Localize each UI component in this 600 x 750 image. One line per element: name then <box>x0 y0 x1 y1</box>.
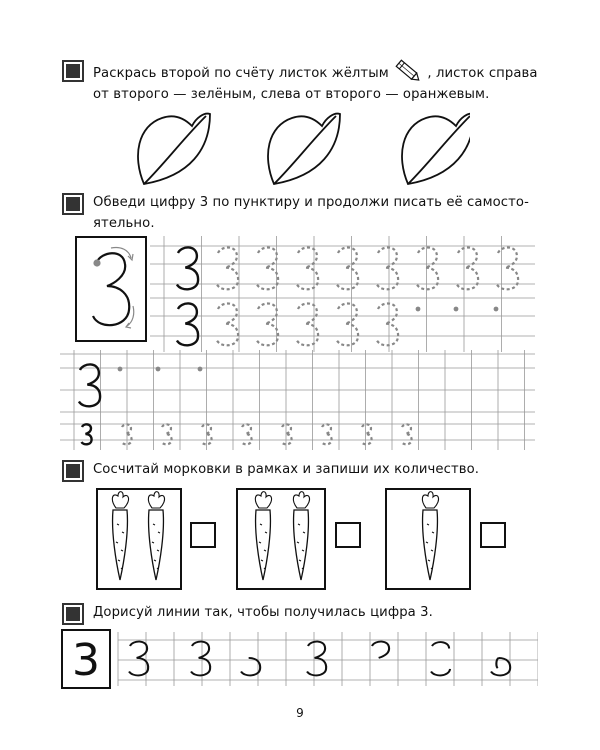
page-number: 9 <box>296 706 304 720</box>
completion-grid <box>60 628 538 690</box>
dashed-three[interactable] <box>162 424 172 444</box>
start-dot <box>118 367 123 372</box>
solid-three <box>79 364 100 406</box>
task1-text <box>93 59 543 105</box>
solid-three <box>82 424 92 444</box>
task2-text <box>93 192 543 234</box>
start-dot <box>198 367 203 372</box>
dashed-three[interactable] <box>402 424 412 444</box>
leaf-icon[interactable] <box>138 114 210 184</box>
solid-three <box>177 303 198 345</box>
carrot-icon <box>112 492 128 580</box>
dashed-three[interactable] <box>497 247 518 289</box>
carrot-icon <box>293 492 309 580</box>
task4-line1: Дорисуй линии так, чтобы получилась цифра 3. <box>93 605 433 620</box>
dashed-three[interactable] <box>417 247 438 289</box>
start-dot <box>454 307 459 312</box>
carrots-layer <box>0 488 600 590</box>
partial-three[interactable] <box>307 642 326 676</box>
dashed-three[interactable] <box>377 303 398 345</box>
partial-three[interactable] <box>431 642 450 675</box>
dashed-three[interactable] <box>377 247 398 289</box>
dashed-three[interactable] <box>457 247 478 289</box>
carrot-icon <box>255 492 271 580</box>
dashed-three[interactable] <box>297 247 318 289</box>
task3-line1: Сосчитай морковки в рамках и запиши их количество. <box>93 462 480 477</box>
task1-line2: от второго — зелёным, слева от второго — оранжевым. <box>93 87 490 102</box>
partial-three[interactable] <box>241 658 260 676</box>
dashed-three[interactable] <box>217 303 238 345</box>
task1-line1: Раскрась второй по счёту листок жёлтым <box>93 66 389 81</box>
task4-text <box>93 602 543 623</box>
leaves-row <box>130 104 470 194</box>
task2-bullet-icon <box>64 195 82 213</box>
task3-text <box>93 459 543 480</box>
dashed-three[interactable] <box>362 424 372 444</box>
partial-three[interactable] <box>191 642 210 676</box>
dashed-three[interactable] <box>122 424 132 444</box>
dashed-three[interactable] <box>282 424 292 444</box>
task4-bullet-icon <box>64 605 82 623</box>
tracing-grid-lower <box>60 350 535 450</box>
solid-three <box>177 247 198 289</box>
start-dot <box>156 367 161 372</box>
partial-three[interactable] <box>372 642 389 658</box>
start-dot <box>494 307 499 312</box>
dashed-three[interactable] <box>257 247 278 289</box>
task1-line1b: , листок справа <box>427 66 538 81</box>
carrot-icon <box>422 492 438 580</box>
partial-three[interactable] <box>491 658 510 676</box>
leaf-icon[interactable] <box>268 114 340 184</box>
leaf-icon[interactable] <box>402 114 470 184</box>
dashed-three[interactable] <box>217 247 238 289</box>
partial-three[interactable] <box>129 642 148 676</box>
dashed-three[interactable] <box>322 424 332 444</box>
dashed-three[interactable] <box>297 303 318 345</box>
sample-digit: 3 <box>72 635 100 686</box>
start-dot <box>416 307 421 312</box>
dashed-three[interactable] <box>337 247 358 289</box>
task3-bullet-icon <box>64 462 82 480</box>
task2-line1: Обведи цифру 3 по пунктиру и продолжи писать её самосто- <box>93 195 529 210</box>
digit-sample-graphic <box>75 236 147 342</box>
pencil-icon <box>393 59 423 83</box>
dashed-three[interactable] <box>242 424 252 444</box>
carrot-icon <box>148 492 164 580</box>
task2-line2: ятельно. <box>93 216 155 231</box>
dashed-three[interactable] <box>257 303 278 345</box>
task1-bullet-icon <box>64 62 82 80</box>
tracing-grid-upper <box>150 236 535 352</box>
dashed-three[interactable] <box>337 303 358 345</box>
